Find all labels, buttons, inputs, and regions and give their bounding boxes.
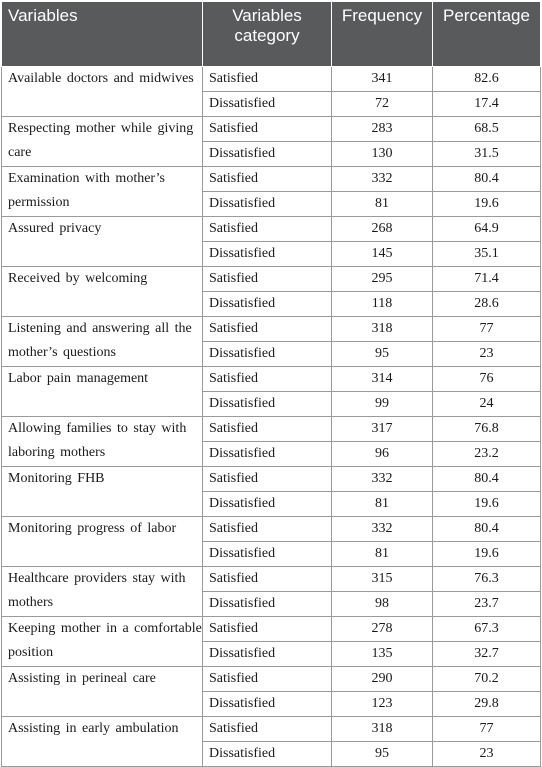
header-category: Variables category [203, 2, 332, 67]
percentage-cell: 82.6 [433, 67, 541, 92]
frequency-cell: 123 [332, 692, 433, 717]
percentage-cell: 19.6 [433, 192, 541, 217]
category-cell: Satisfied [203, 467, 332, 492]
percentage-cell: 29.8 [433, 692, 541, 717]
percentage-cell: 35.1 [433, 242, 541, 267]
percentage-cell: 19.6 [433, 542, 541, 567]
frequency-cell: 96 [332, 442, 433, 467]
category-cell: Satisfied [203, 217, 332, 242]
category-cell: Dissatisfied [203, 492, 332, 517]
header-frequency: Frequency [332, 2, 433, 67]
category-cell: Dissatisfied [203, 692, 332, 717]
table-row [2, 117, 541, 142]
table-row [2, 67, 541, 92]
frequency-cell: 98 [332, 592, 433, 617]
variable-cell: Assisting in early ambulation [2, 717, 203, 767]
percentage-cell: 70.2 [433, 667, 541, 692]
category-cell: Satisfied [203, 567, 332, 592]
category-cell: Dissatisfied [203, 392, 332, 417]
variable-cell: Respecting mother while giving care [2, 117, 203, 167]
percentage-cell: 68.5 [433, 117, 541, 142]
percentage-cell: 23.2 [433, 442, 541, 467]
category-cell: Dissatisfied [203, 442, 332, 467]
frequency-cell: 290 [332, 667, 433, 692]
frequency-cell: 332 [332, 167, 433, 192]
percentage-cell: 71.4 [433, 267, 541, 292]
category-cell: Dissatisfied [203, 342, 332, 367]
table-row [2, 467, 541, 492]
category-cell: Dissatisfied [203, 142, 332, 167]
percentage-cell: 28.6 [433, 292, 541, 317]
variable-cell: Assured privacy [2, 217, 203, 267]
frequency-cell: 278 [332, 617, 433, 642]
category-cell: Dissatisfied [203, 242, 332, 267]
category-cell: Dissatisfied [203, 292, 332, 317]
percentage-cell: 17.4 [433, 92, 541, 117]
variable-cell: Assisting in perineal care [2, 667, 203, 717]
variable-cell: Labor pain management [2, 367, 203, 417]
table-body [2, 67, 541, 767]
variable-cell: Keeping mother in a comfortable position [2, 617, 203, 667]
frequency-cell: 99 [332, 392, 433, 417]
frequency-cell: 318 [332, 317, 433, 342]
percentage-cell: 77 [433, 317, 541, 342]
table-row [2, 367, 541, 392]
category-cell: Satisfied [203, 167, 332, 192]
frequency-cell: 81 [332, 192, 433, 217]
percentage-cell: 23 [433, 342, 541, 367]
percentage-cell: 64.9 [433, 217, 541, 242]
header-variables: Variables [2, 2, 203, 67]
percentage-cell: 80.4 [433, 167, 541, 192]
table-row [2, 567, 541, 592]
variable-cell: Allowing families to stay with laboring mothers [2, 417, 203, 467]
frequency-cell: 341 [332, 67, 433, 92]
frequency-cell: 283 [332, 117, 433, 142]
frequency-cell: 118 [332, 292, 433, 317]
frequency-cell: 317 [332, 417, 433, 442]
variable-cell: Examination with mother’s permission [2, 167, 203, 217]
percentage-cell: 80.4 [433, 517, 541, 542]
percentage-cell: 80.4 [433, 467, 541, 492]
table-row [2, 667, 541, 692]
satisfaction-table [1, 1, 541, 767]
table-row [2, 417, 541, 442]
frequency-cell: 145 [332, 242, 433, 267]
percentage-cell: 77 [433, 717, 541, 742]
category-cell: Dissatisfied [203, 642, 332, 667]
table-row [2, 167, 541, 192]
category-cell: Satisfied [203, 617, 332, 642]
category-cell: Satisfied [203, 317, 332, 342]
category-cell: Satisfied [203, 517, 332, 542]
frequency-cell: 81 [332, 542, 433, 567]
category-cell: Satisfied [203, 117, 332, 142]
percentage-cell: 19.6 [433, 492, 541, 517]
frequency-cell: 72 [332, 92, 433, 117]
variable-cell: Monitoring progress of labor [2, 517, 203, 567]
frequency-cell: 135 [332, 642, 433, 667]
category-cell: Satisfied [203, 717, 332, 742]
table-row [2, 717, 541, 742]
frequency-cell: 295 [332, 267, 433, 292]
category-cell: Dissatisfied [203, 192, 332, 217]
percentage-cell: 76.3 [433, 567, 541, 592]
category-cell: Satisfied [203, 417, 332, 442]
frequency-cell: 315 [332, 567, 433, 592]
frequency-cell: 268 [332, 217, 433, 242]
frequency-cell: 95 [332, 742, 433, 767]
variable-cell: Available doctors and midwives [2, 67, 203, 117]
table-row [2, 267, 541, 292]
frequency-cell: 130 [332, 142, 433, 167]
category-cell: Dissatisfied [203, 542, 332, 567]
percentage-cell: 32.7 [433, 642, 541, 667]
category-cell: Satisfied [203, 367, 332, 392]
header-row [2, 2, 541, 67]
variable-cell: Listening and answering all the mother’s questions [2, 317, 203, 367]
percentage-cell: 76.8 [433, 417, 541, 442]
percentage-cell: 67.3 [433, 617, 541, 642]
percentage-cell: 23.7 [433, 592, 541, 617]
variable-cell: Received by welcoming [2, 267, 203, 317]
frequency-cell: 314 [332, 367, 433, 392]
percentage-cell: 76 [433, 367, 541, 392]
category-cell: Dissatisfied [203, 92, 332, 117]
category-cell: Satisfied [203, 67, 332, 92]
table-row [2, 317, 541, 342]
frequency-cell: 81 [332, 492, 433, 517]
header-percentage: Percentage [433, 2, 541, 67]
frequency-cell: 318 [332, 717, 433, 742]
category-cell: Satisfied [203, 267, 332, 292]
variable-cell: Healthcare providers stay with mothers [2, 567, 203, 617]
percentage-cell: 31.5 [433, 142, 541, 167]
table-row [2, 217, 541, 242]
frequency-cell: 95 [332, 342, 433, 367]
category-cell: Dissatisfied [203, 592, 332, 617]
frequency-cell: 332 [332, 467, 433, 492]
percentage-cell: 23 [433, 742, 541, 767]
table-row [2, 617, 541, 642]
variable-cell: Monitoring FHB [2, 467, 203, 517]
table-row [2, 517, 541, 542]
percentage-cell: 24 [433, 392, 541, 417]
frequency-cell: 332 [332, 517, 433, 542]
category-cell: Dissatisfied [203, 742, 332, 767]
category-cell: Satisfied [203, 667, 332, 692]
